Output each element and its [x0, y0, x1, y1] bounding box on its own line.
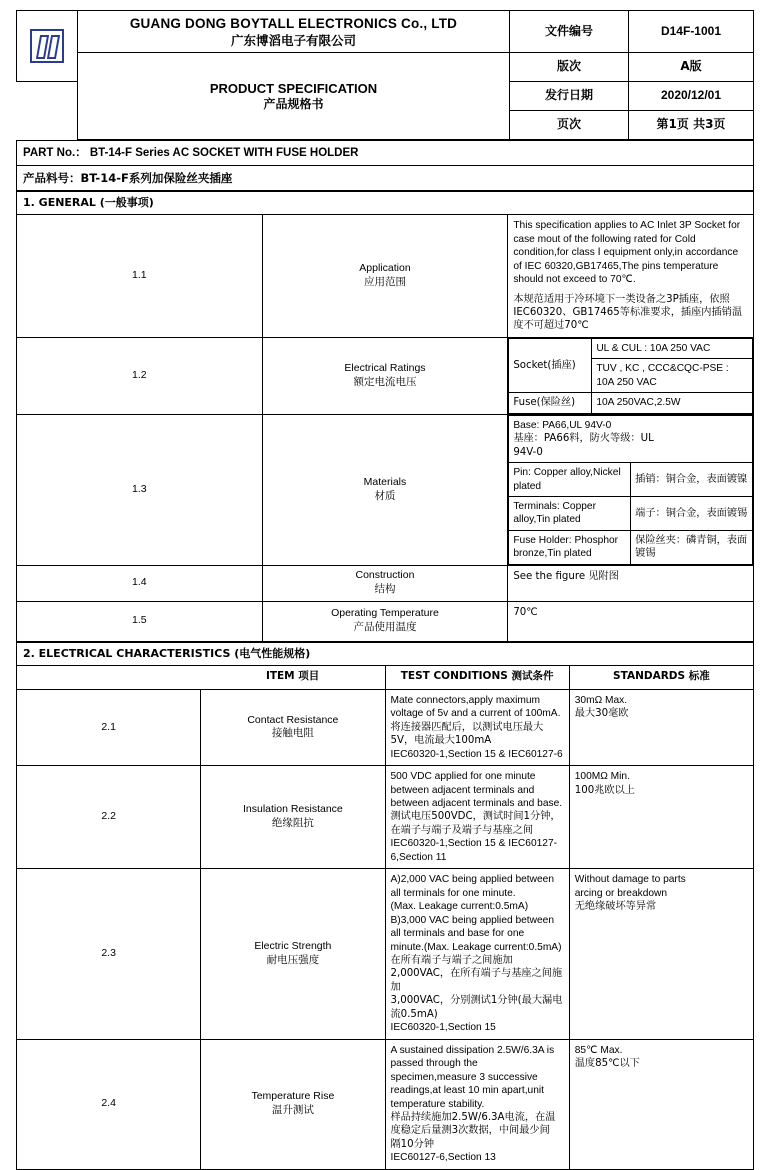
row-item-2-2 — [201, 766, 385, 869]
table-row — [17, 565, 754, 601]
row-item-2-4 — [201, 1039, 385, 1169]
company-name-en: GUANG DONG BOYTALL ELECTRONICS Co., LTD — [129, 16, 458, 31]
application-text-cn: 本规范适用于冷环境下一类设备之3P插座，依照IEC60320、GB17465等标准要求，插座内插销温度不可超过70℃ — [513, 293, 743, 332]
row-no-1-5: 1.5 — [17, 601, 263, 641]
table-row — [17, 337, 754, 414]
condition-line: 3,000VAC，分别测试1分钟(最大漏电流0.5mA) — [390, 995, 563, 1020]
col-head-spacer — [17, 665, 201, 689]
meta-value-issue-date: 2020/12/01 — [629, 82, 754, 111]
row-no-2-2: 2.2 — [17, 766, 201, 869]
doc-title-cn: 产品规格书 — [263, 97, 324, 112]
row-conditions-2-1 — [385, 689, 569, 765]
standard-line: 无绝缘破坏等异常 — [574, 901, 657, 913]
row-item-1-2 — [262, 337, 508, 414]
meta-label-page: 页次 — [510, 111, 629, 140]
row-item-2-1 — [201, 689, 385, 765]
row-content-1-1 — [508, 215, 754, 338]
row-item-en: Materials — [363, 475, 407, 488]
row-item-cn: 应用范围 — [363, 276, 406, 289]
table-row — [17, 869, 754, 1039]
table-row — [17, 215, 754, 338]
condition-line: minute.(Max. Leakage current:0.5mA) — [390, 941, 562, 953]
row-item-en: Operating Temperature — [331, 607, 439, 620]
meta-label-issue-date: 发行日期 — [510, 82, 629, 111]
row-item-en: Insulation Resistance — [242, 803, 343, 816]
row-item-1-1 — [262, 215, 508, 338]
condition-line: 500 VDC applied for one minute between adjacent terminals and — [390, 771, 536, 796]
row-no-2-1: 2.1 — [17, 689, 201, 765]
col-head-standards: STANDARDS 标准 — [569, 665, 753, 689]
standard-line: 85℃ Max. — [574, 1044, 623, 1056]
company-logo — [17, 11, 78, 82]
row-no-1-4: 1.4 — [17, 565, 263, 601]
meta-value-page: 第1页 共3页 — [629, 111, 754, 140]
material-terminals-cn: 端子：铜合金，表面镀锡 — [631, 497, 753, 531]
row-no-2-4: 2.4 — [17, 1039, 201, 1169]
condition-line: temperature stability. — [390, 1098, 485, 1110]
condition-line: 样品持续施加2.5W/6.3A电流，在温度稳定后量测3次数据，中间最少间 — [390, 1111, 556, 1137]
condition-line: 在所有端子与端子之间施加2,000VAC，在所有端子与基座之间施加 — [390, 954, 563, 993]
condition-line: 隔10分钟 — [390, 1138, 435, 1150]
row-no-1-3: 1.3 — [17, 414, 263, 565]
row-item-cn: 耐电压强度 — [266, 953, 320, 966]
row-content-1-4: See the figure 见附图 — [508, 565, 754, 601]
condition-line: A)2,000 VAC being applied between all terminals for one minute. — [390, 874, 554, 899]
condition-line: IEC60320-1,Section 15 & IEC60127-6,Section 11 — [390, 838, 558, 863]
row-conditions-2-4 — [385, 1039, 569, 1169]
row-item-cn: 接触电阻 — [271, 727, 314, 740]
standard-line: 100兆欧以上 — [574, 784, 635, 796]
materials-table — [508, 415, 753, 565]
part-no-line-cn: 产品料号：BT-14-F系列加保险丝夹插座 — [17, 166, 754, 191]
row-item-en: Electrical Ratings — [344, 361, 426, 374]
condition-line: IEC60127-6,Section 13 — [390, 1152, 496, 1164]
material-fuseholder-cn: 保险丝夹：磷青铜，表面镀锡 — [631, 530, 753, 564]
meta-value-doc-no: D14F-1001 — [629, 11, 754, 53]
table-row — [17, 766, 754, 869]
table-row — [17, 601, 754, 641]
ratings-fuse-line-1: 10A 250VAC,2.5W — [592, 393, 753, 413]
table-row — [17, 414, 754, 565]
company-name-block — [78, 11, 510, 53]
standard-line: 温度85℃以下 — [574, 1058, 640, 1070]
row-item-en: Construction — [355, 569, 415, 582]
row-no-1-1: 1.1 — [17, 215, 263, 338]
row-content-1-2 — [508, 337, 754, 414]
row-item-cn: 产品使用温度 — [353, 621, 417, 634]
ratings-label-socket: Socket(插座) — [509, 338, 592, 392]
doc-title-en: PRODUCT SPECIFICATION — [209, 81, 378, 97]
ratings-socket-line-1: UL & CUL : 10A 250 VAC — [592, 338, 753, 358]
material-base-cn-text: 基座：PA66料，防火等级：UL 94V-0 — [513, 433, 654, 458]
meta-value-revision: A版 — [629, 53, 754, 82]
row-no-1-2: 1.2 — [17, 337, 263, 414]
row-item-cn: 温升测试 — [271, 1104, 314, 1117]
row-content-1-3 — [508, 414, 754, 565]
row-item-cn: 绝缘阻抗 — [271, 817, 314, 830]
electrical-ratings-table — [508, 338, 753, 414]
part-no-line: PART No.： BT-14-F Series AC SOCKET WITH FUSE HOLDER — [17, 141, 754, 166]
row-item-cn: 额定电流电压 — [353, 375, 417, 388]
standard-line: 最大30毫欧 — [574, 708, 629, 720]
table-row — [17, 1039, 754, 1169]
standard-line: 100MΩ Min. — [574, 771, 630, 783]
row-conditions-2-3 — [385, 869, 569, 1039]
row-no-2-3: 2.3 — [17, 869, 201, 1039]
row-item-en: Temperature Rise — [251, 1090, 335, 1103]
standard-line: 30mΩ Max. — [574, 694, 628, 706]
material-base-en — [509, 415, 753, 462]
col-head-item: ITEM 项目 — [201, 665, 385, 689]
material-fuseholder-en: Fuse Holder: Phosphor bronze,Tin plated — [509, 530, 631, 564]
row-item-1-5 — [262, 601, 508, 641]
row-item-cn: 材质 — [374, 489, 396, 502]
material-terminals-en: Terminals: Copper alloy,Tin plated — [509, 497, 631, 531]
condition-line: IEC60320-1,Section 15 & IEC60127-6 — [390, 748, 563, 760]
condition-line: between adjacent terminals and base. — [390, 798, 563, 809]
row-item-cn: 结构 — [374, 583, 396, 596]
row-item-1-4 — [262, 565, 508, 601]
section-2-electrical — [16, 642, 754, 1170]
company-name-cn: 广东博滔电子有限公司 — [230, 32, 356, 48]
title-block — [78, 53, 510, 140]
ratings-socket-line-2: TUV , KC , CCC&CQC-PSE : 10A 250 VAC — [592, 359, 753, 393]
row-content-1-5: 70℃ — [508, 601, 754, 641]
condition-line: (Max. Leakage current:0.5mA) — [390, 901, 529, 913]
standard-line: arcing or breakdown — [574, 887, 668, 899]
document-header — [16, 10, 754, 140]
material-pin-cn: 插销：铜合金，表面镀镍 — [631, 463, 753, 497]
row-standards-2-3 — [569, 869, 753, 1039]
condition-line: IEC60320-1,Section 15 — [390, 1022, 496, 1034]
meta-label-revision: 版次 — [510, 53, 629, 82]
condition-line: Mate connectors,apply maximum voltage of 5v and a current of 100mA. — [390, 694, 561, 720]
meta-label-doc-no: 文件编号 — [510, 11, 629, 53]
row-item-en: Electric Strength — [254, 940, 332, 953]
section-1-general — [16, 191, 754, 642]
section-1-title: 1. GENERAL (一般事项) — [17, 192, 754, 215]
row-item-en: Contact Resistance — [247, 713, 339, 726]
row-standards-2-2 — [569, 766, 753, 869]
material-base-en-text: Base: PA66,UL 94V-0 — [513, 419, 612, 431]
table-row — [17, 689, 754, 765]
condition-line: A sustained dissipation 2.5W/6.3A is passed through the — [390, 1044, 555, 1070]
material-pin-en: Pin: Copper alloy,Nickel plated — [509, 463, 631, 497]
condition-line: specimen,measure 3 successive readings,at least 10 min apart,unit — [390, 1071, 544, 1097]
row-item-1-3 — [262, 414, 508, 565]
boytall-logo-icon — [30, 29, 64, 63]
ratings-label-fuse: Fuse(保险丝) — [509, 393, 592, 413]
condition-line: 将连接器匹配后，以测试电压最大5V，电流最大100mA — [390, 721, 544, 747]
application-text-en: This specification applies to AC Inlet 3P Socket for case mout of the following rated for Cold condition,for class Ⅰ equipment only,in accordance of IEC 60320,GB17465,The pins temperature should not exceed to 70℃. — [513, 220, 741, 286]
condition-line: B)3,000 VAC being applied between all terminals and base for one — [390, 914, 554, 940]
col-head-conditions: TEST CONDITIONS 测试条件 — [385, 665, 569, 689]
section-2-title: 2. ELECTRICAL CHARACTERISTICS (电气性能规格) — [17, 642, 754, 665]
row-item-en: Application — [359, 262, 411, 275]
row-standards-2-1 — [569, 689, 753, 765]
row-standards-2-4 — [569, 1039, 753, 1169]
part-number-block — [16, 140, 754, 191]
row-item-2-3 — [201, 869, 385, 1039]
condition-line: 测试电压500VDC，测试时间1分钟，在端子与端子及端子与基座之间 — [390, 811, 561, 836]
standard-line: Without damage to parts — [574, 874, 686, 886]
row-conditions-2-2 — [385, 766, 569, 869]
